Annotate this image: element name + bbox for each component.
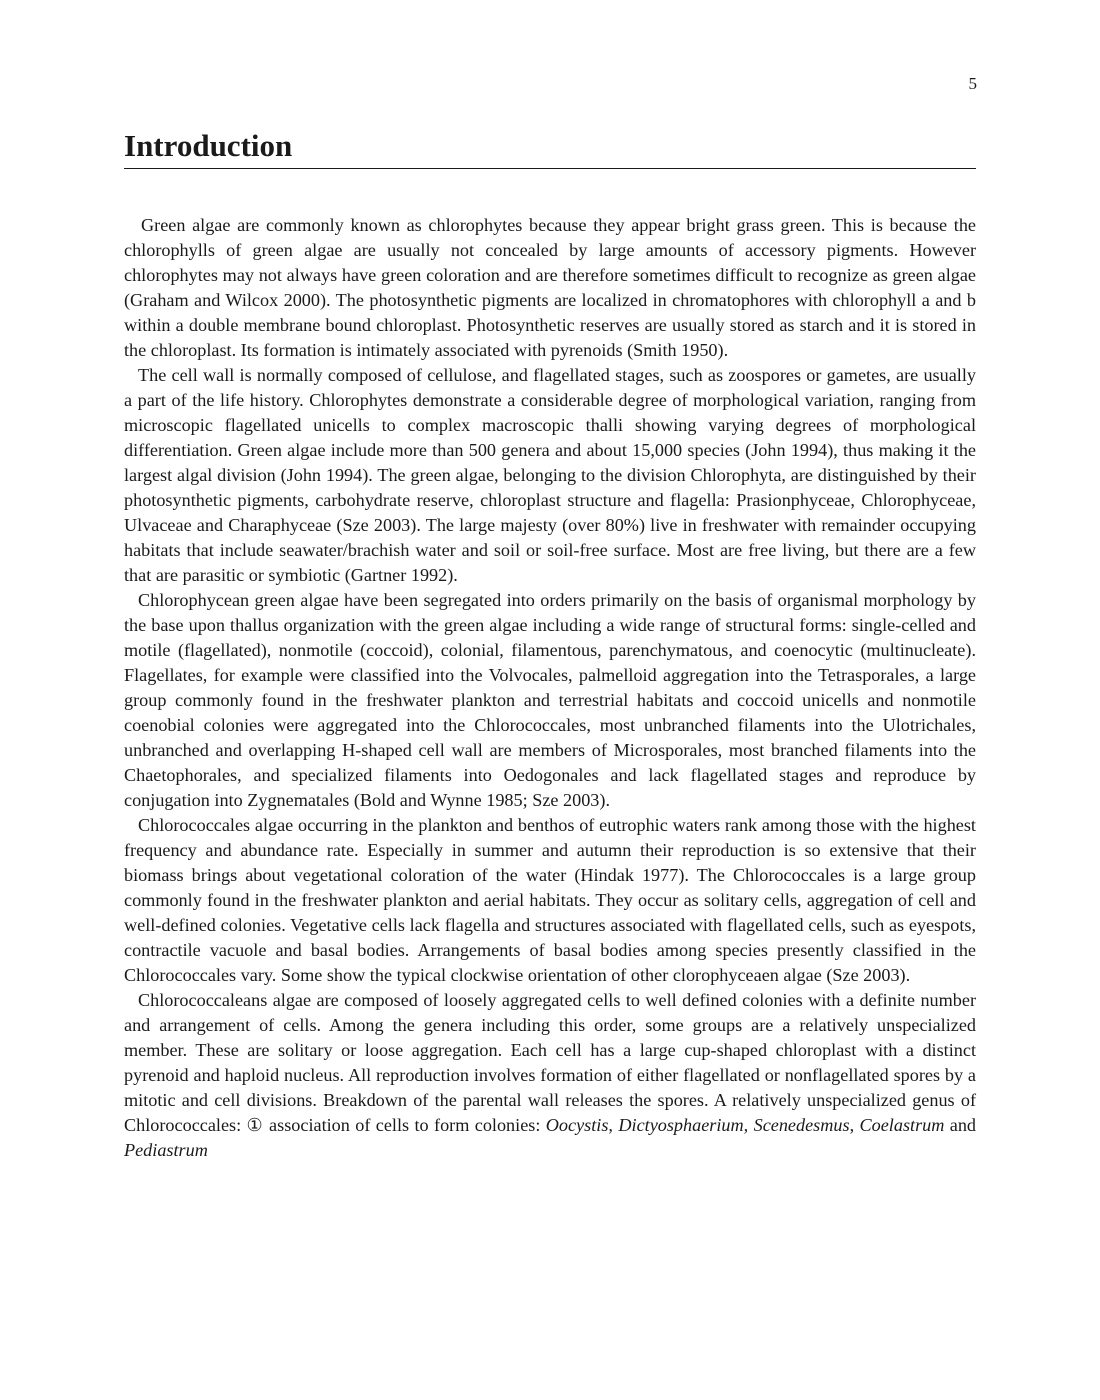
genus-pediastrum: Pediastrum <box>124 1140 208 1160</box>
paragraph-1: Green algae are commonly known as chlorophytes because they appear bright grass green. This is because the chlorophylls of green algae are usually not concealed by large amounts of accessory pigments. However chlorophytes may not always have green coloration and are therefore sometimes difficult to recognize as green algae (Graham and Wilcox 2000). The photosynthetic pigments are localized in chromatophores with chlorophyll a and b within a double membrane bound chloroplast. Photosynthetic reserves are usually stored as starch and it is stored in the chloroplast. Its formation is intimately associated with pyrenoids (Smith 1950). <box>124 215 976 360</box>
chapter-title: Introduction <box>124 128 293 163</box>
paragraph-2: The cell wall is normally composed of cellulose, and flagellated stages, such as zoospores or gametes, are usually a part of the life history. Chlorophytes demonstrate a considerable degree of morphological variation, ranging from microscopic flagellated unicells to complex macroscopic thalli showing varying degrees of morphological differentiation. Green algae include more than 500 genera and about 15,000 species (John 1994), thus making it the largest algal division (John 1994). The green algae, belonging to the division Chlorophyta, are distinguished by their photosynthetic pigments, carbohydrate reserve, chloroplast structure and flagella: Prasionphyceae, Chlorophyceae, Ulvaceae and Charaphyceae (Sze 2003). The large majesty (over 80%) live in freshwater with remainder occupying habitats that include seawater/brachish water and soil or soil-free surface. Most are free living, but there are a few that are parasitic or symbiotic (Gartner 1992). <box>124 365 976 585</box>
comma-separator: , <box>849 1115 860 1135</box>
body-text <box>124 213 976 1163</box>
paragraph-5 <box>124 988 976 1163</box>
genus-oocystis: Oocystis, <box>545 1115 613 1135</box>
genus-dictyosphaerium: Dictyosphaerium, <box>618 1115 749 1135</box>
paragraph-4: Chlorococcales algae occurring in the plankton and benthos of eutrophic waters rank among those with the highest frequency and abundance rate. Especially in summer and autumn their reproduction is so extensive that their biomass brings about vegetational coloration of the water (Hindak 1977). The Chlorococcales is a large group commonly found in the freshwater plankton and aerial habitats. They occur as solitary cells, aggregation of cell and well-defined colonies. Vegetative cells lack flagella and structures associated with flagellated cells, such as eyespots, contractile vacuole and basal bodies. Arrangements of basal bodies among species presently classified in the Chlorococcales vary. Some show the typical clockwise orientation of other clorophyceaen algae (Sze 2003). <box>124 815 976 985</box>
title-rule <box>124 168 976 169</box>
genus-scenedesmus: Scenedesmus <box>753 1115 850 1135</box>
paragraph-3: Chlorophycean green algae have been segregated into orders primarily on the basis of organismal morphology by the base upon thallus organization with the green algae including a wide range of structural forms: single-celled and motile (flagellated), nonmotile (coccoid), colonial, filamentous, parenchymatous, and coenocytic (multinucleate). Flagellates, for example were classified into the Volvocales, palmelloid aggregation into the Tetrasporales, a large group commonly found in the freshwater plankton and terrestrial habitats and coccoid unicells and nonmotile coenobial colonies were aggregated into the Chlorococcales, most unbranched filaments into the Ulotrichales, unbranched and overlapping H-shaped cell wall are members of Microsporales, most branched filaments into the Chaetophorales, and specialized filaments into Oedogonales and lack flagellated stages and reproduce by conjugation into Zygnematales (Bold and Wynne 1985; Sze 2003). <box>124 590 976 810</box>
page-number: 5 <box>968 74 977 93</box>
genus-coelastrum: Coelastrum <box>859 1115 945 1135</box>
and-word: and <box>944 1115 977 1135</box>
paragraph-5-text: Chlorococcaleans algae are composed of loosely aggregated cells to well defined colonies with a definite number and arrangement of cells. Among the genera including this order, some groups are a relatively unspecialized member. These are solitary or loose aggregation. Each cell has a large cup-shaped chloroplast with a distinct pyrenoid and haploid nucleus. All reproduction involves formation of either flagellated or nonflagellated spores by a mitotic and cell divisions. Breakdown of the parental wall releases the spores. A relatively unspecialized genus of Chlorococcales: ① association of cells to form colonies: <box>124 990 976 1135</box>
